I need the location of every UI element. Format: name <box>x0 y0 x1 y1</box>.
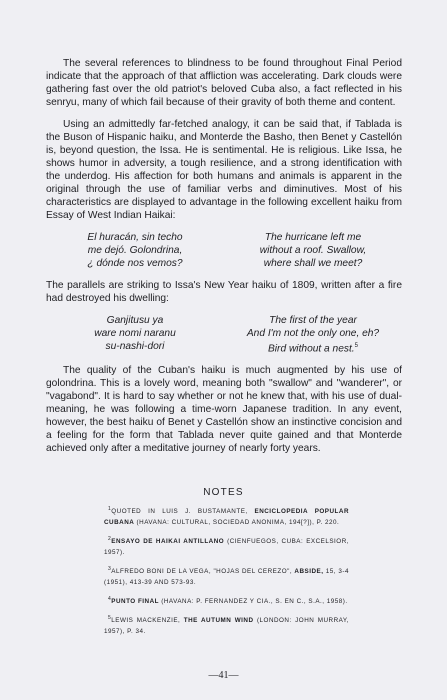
note-work-title: THE AUTUMN WIND <box>183 617 254 625</box>
notes-heading: NOTES <box>203 487 244 498</box>
note-item <box>104 504 349 528</box>
note-work-title: ENCICLOPEDIA POPULAR CUBANA <box>104 508 349 527</box>
verse-line: me dejó. Golondrina, <box>87 245 183 256</box>
verse-line-text: Bird without a nest. <box>268 343 355 355</box>
note-number: 4 <box>108 596 112 603</box>
verse-line: Ganjitusu ya <box>106 315 164 326</box>
verse-line: ware nomi naranu <box>94 328 176 339</box>
note-work-title: PUNTO FINAL <box>111 598 159 606</box>
note-item <box>104 613 349 637</box>
note-number: 1 <box>108 506 112 512</box>
haiku-translation <box>224 231 402 270</box>
note-number: 3 <box>108 566 112 573</box>
verse-line: El huracán, sin techo <box>87 232 183 243</box>
note-text: LEWIS MACKENZIE, <box>111 617 184 625</box>
verse-line: And I'm not the only one, eh? <box>246 328 380 339</box>
paragraph-3: The parallels are striking to Issa's New Year haiku of 1809, written after a fire had destroyed his dwelling: <box>46 280 402 304</box>
note-text: 15, 3-4 (1951), 413-39 AND 573-93. <box>104 568 349 587</box>
note-number: 2 <box>108 536 112 543</box>
footnote-marker[interactable]: 5 <box>354 343 358 349</box>
page-number: —41— <box>208 670 239 681</box>
note-text: QUOTED IN LUIS J. BUSTAMANTE, <box>111 508 255 516</box>
haiku-translation <box>224 314 402 355</box>
note-item <box>104 594 349 607</box>
verse-line: su-nashi-dori <box>105 341 165 352</box>
note-work-title: ABSIDE, <box>294 568 324 576</box>
main-text <box>46 57 402 464</box>
note-text: (CIENFUEGOS, CUBA: EXCELSIOR, 1957). <box>104 538 349 557</box>
verse-line <box>224 340 402 355</box>
paragraph-4: The quality of the Cuban's haiku is much augmented by his use of golondrina. This is a lovely word, meaning both "swallow" and "wanderer", or "vagabond". It is hard to say whether or not he knew that, with his use of dual-meaning, he was following a time-worn Japanese tradition. In any event, however, the best haiku of Benet y Castellón show an instinctive concision and a feeling for the form that Tablada never quite gained and that Monterde achieved only after a meditative journey of nearly forty years. <box>46 365 402 455</box>
note-number: 5 <box>108 615 112 622</box>
note-work-title: ENSAYO DE HAIKAI ANTILLANO <box>111 538 225 546</box>
haiku-spanish-english <box>46 231 402 270</box>
paragraph-2: Using an admittedly far-fetched analogy, it can be said that, if Tablada is the Buson of Hispanic haiku, and Monterde the Basho, then Benet y Castellón is, beyond question, the Issa. He is sentimental. He is religious. Like Issa, he shows humor in adversity, a tough resilience, and a strong identification with the underdog. His affection for both humans and animals is apparent in the original through the use of familiar verbs and diminutives. Most of his characteristics are displayed to advantage in the following excellent haiku from Essay of West Indian Haikai: <box>46 119 402 221</box>
paragraph-1: The several references to blindness to be found throughout Final Period indicate that the approach of that affliction was accelerating. Dark clouds were gathering fast over the old patriot's beloved Cuba also, a fact reflected in his senryu, many of which fail because of their gravity of both theme and content. <box>46 58 402 108</box>
verse-line: The first of the year <box>269 315 357 326</box>
note-text: (HAVANA: P. FERNANDEZ Y CIA., S. EN C., S.A., 1958). <box>159 598 348 606</box>
note-text: (LONDON: JOHN MURRAY, 1957), P. 34. <box>104 617 349 636</box>
note-item <box>104 564 349 588</box>
haiku-japanese-english <box>46 314 402 355</box>
haiku-original <box>46 314 224 355</box>
note-item <box>104 534 349 558</box>
note-text: (HAVANA: CULTURAL, SOCIEDAD ANONIMA, 194[?]), P. 220. <box>134 519 340 527</box>
verse-line: without a roof. Swallow, <box>259 245 367 256</box>
verse-line: The hurricane left me <box>264 232 362 243</box>
haiku-original <box>46 231 224 270</box>
verse-line: ¿ dónde nos vemos? <box>87 258 183 269</box>
note-text: ALFREDO BONI DE LA VEGA, "HOJAS DEL CEREZO", <box>111 568 295 576</box>
verse-line: where shall we meet? <box>263 258 363 269</box>
notes-list <box>104 504 349 643</box>
